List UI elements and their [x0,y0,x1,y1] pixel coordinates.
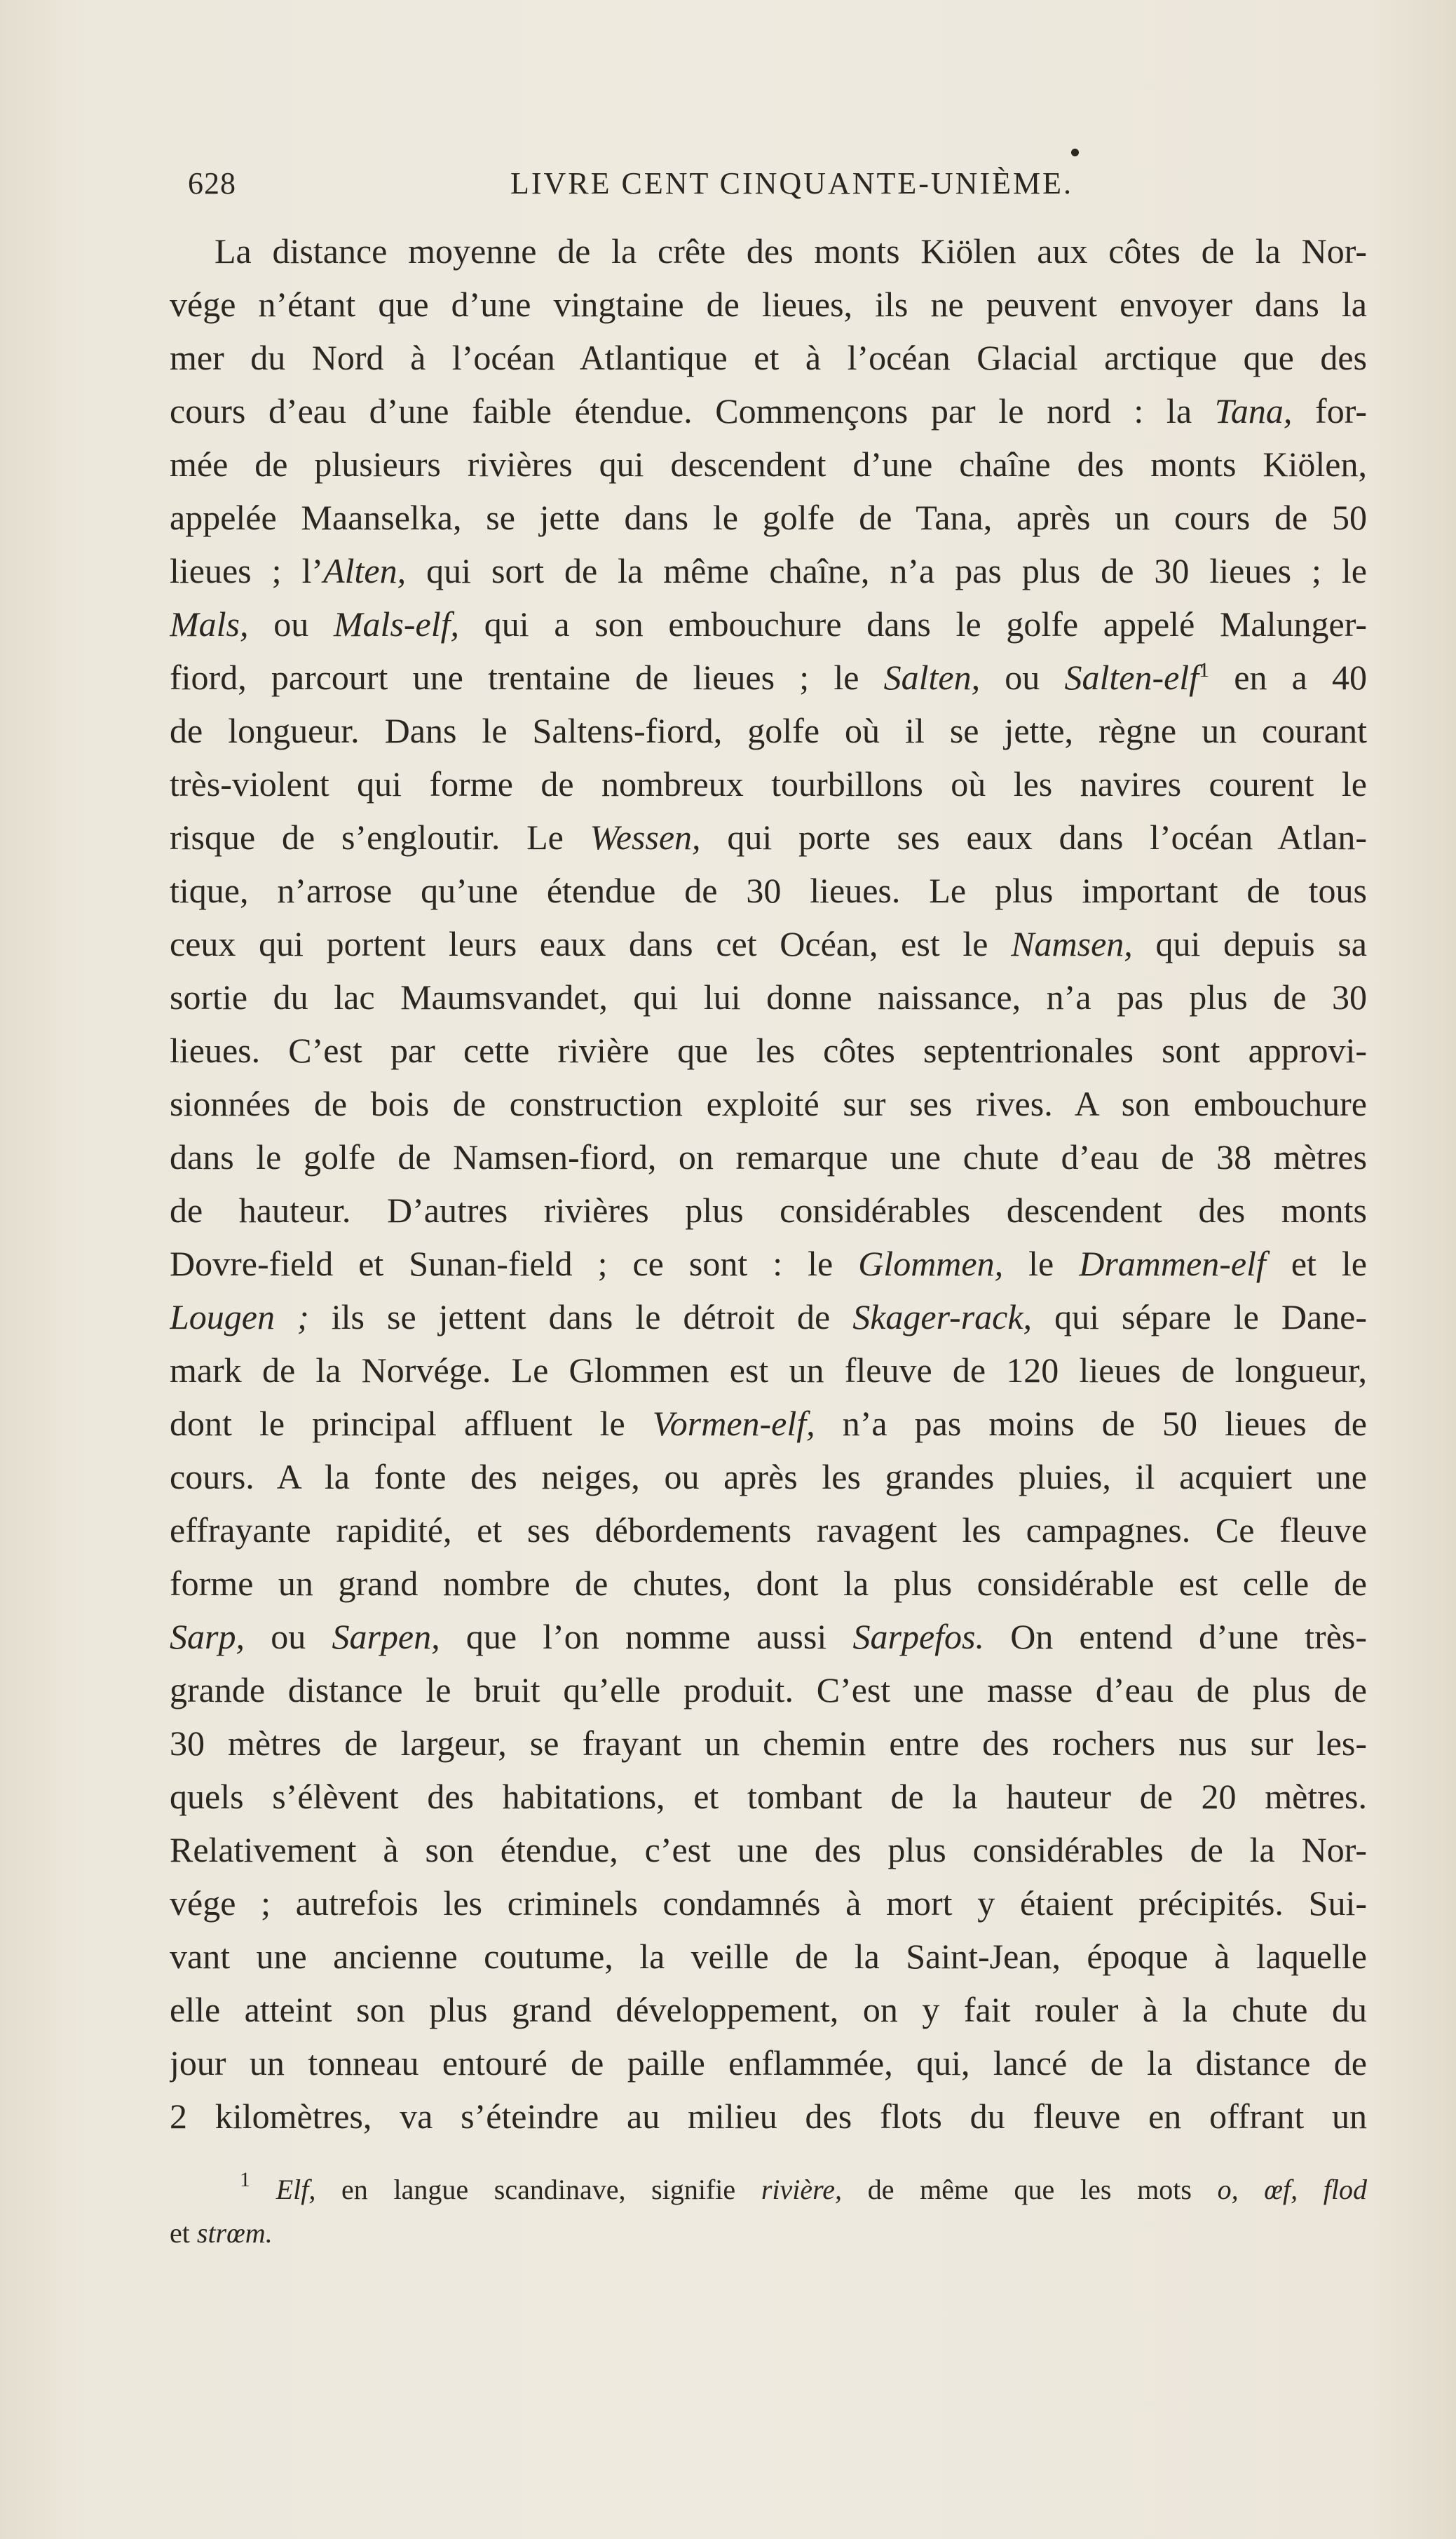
italic-term: Glommen, [858,1244,1004,1283]
footnote-marker: 1 [1199,658,1210,682]
text-line [170,1610,1367,1663]
text-run: très-violent qui forme de nombreux tourbillons où les navires courent le [170,764,1367,804]
text-line [170,917,1367,970]
text-line [170,651,1367,704]
text-run: jour un tonneau entouré de paille enflammée, qui, lancé de la distance de [170,2043,1367,2083]
ink-dot-mark [1071,149,1079,156]
text-run: Relativement à son étendue, c’est une des plus considérables de la Nor- [170,1830,1367,1869]
footnote-line [170,2212,1367,2255]
italic-term: Sarpen, [332,1617,440,1656]
text-line [170,1503,1367,1557]
text-run: ou [244,1617,332,1656]
text-run: mark de la Norvége. Le Glommen est un fleuve de 120 lieues de longueur, [170,1350,1367,1390]
main-text-block [170,224,1367,2143]
text-run: 2 kilomètres, va s’éteindre au milieu des flots du fleuve en offrant un [170,2097,1367,2136]
text-run: ou [980,658,1065,697]
text-run: tique, n’arrose qu’une étendue de 30 lieues. Le plus important de tous [170,871,1367,910]
text-line [170,331,1367,384]
text-line [170,597,1367,651]
text-run: ceux qui portent leurs eaux dans cet Océan, est le [170,924,1012,963]
text-line [170,704,1367,757]
italic-term: Mals-elf, [333,604,460,644]
text-run: vége ; autrefois les criminels condamnés à mort y étaient précipités. Sui- [170,1883,1367,1923]
text-run: cours d’eau d’une faible étendue. Commençons par le nord : la [170,391,1215,431]
text-run: appelée Maanselka, se jette dans le golfe de Tana, après un cours de 50 [170,498,1367,537]
text-line [170,1983,1367,2036]
italic-term: Tana, [1214,391,1293,431]
page-number: 628 [188,166,236,201]
text-line [170,970,1367,1024]
italic-term: Salten-elf [1064,658,1199,697]
text-run: La distance moyenne de la crête des monts Kiölen aux côtes de la Nor- [215,231,1367,271]
text-line [170,1024,1367,1077]
text-run: et le [1265,1244,1367,1283]
text-run: Dovre-field et Sunan-field ; ce sont : le [170,1244,859,1283]
italic-term: Elf, [275,2174,316,2205]
text-run: cours. A la fonte des neiges, ou après les grandes pluies, il acquiert une [170,1457,1367,1496]
text-line [170,2090,1367,2143]
text-run: elle atteint son plus grand développement, on y fait rouler à la chute du [170,1990,1367,2029]
italic-term: Alten, [323,551,407,590]
text-run: mer du Nord à l’océan Atlantique et à l’océan Glacial arctique que des [170,338,1367,377]
text-line [170,1237,1367,1290]
text-line [170,438,1367,491]
text-line [170,1823,1367,1876]
italic-term: Drammen-elf [1079,1244,1266,1283]
text-run: On entend d’une très- [984,1617,1367,1656]
text-line [170,1450,1367,1503]
text-run: en langue scandinave, signifie [315,2174,761,2205]
text-run: vége n’étant que d’une vingtaine de lieues, ils ne peuvent envoyer dans la [170,285,1367,324]
text-line [170,1717,1367,1770]
text-run: dont le principal affluent le [170,1404,653,1443]
text-line [170,1770,1367,1823]
italic-term: o, œf, flod [1217,2174,1367,2205]
italic-term: strœm. [196,2217,273,2249]
italic-term: Mals, [170,604,249,644]
text-run: qui sépare le Dane- [1032,1297,1367,1336]
text-line [170,491,1367,544]
text-line [170,544,1367,597]
text-run: et [170,2217,197,2249]
text-line [170,384,1367,438]
text-run: lieues. C’est par cette rivière que les côtes septentrionales sont approvi- [170,1031,1367,1070]
text-run: quels s’élèvent des habitations, et tombant de la hauteur de 20 mètres. [170,1777,1367,1816]
italic-term: Namsen, [1011,924,1133,963]
text-run: sortie du lac Maumsvandet, qui lui donne naissance, n’a pas plus de 30 [170,977,1367,1017]
text-line [170,1557,1367,1610]
page-header [188,165,1366,208]
text-line [170,2036,1367,2090]
text-run: ou [248,604,334,644]
text-line [170,1663,1367,1717]
text-line [170,1184,1367,1237]
text-line [170,1343,1367,1397]
text-run: qui porte ses eaux dans l’océan Atlan- [700,818,1367,857]
text-line [170,1077,1367,1130]
text-run: dans le golfe de Namsen-fiord, on remarque une chute d’eau de 38 mètres [170,1137,1367,1177]
text-line [170,1397,1367,1450]
text-run: vant une ancienne coutume, la veille de la Saint-Jean, époque à laquelle [170,1937,1367,1976]
text-run: fiord, parcourt une trentaine de lieues ; le [170,658,884,697]
text-line [170,224,1367,278]
text-run: risque de s’engloutir. Le [170,818,590,857]
footnote-line [170,2168,1367,2212]
footnote-block [170,2168,1367,2255]
text-line [170,864,1367,917]
text-run [250,2174,276,2205]
italic-term: Wessen, [590,818,701,857]
text-run: lieues ; l’ [170,551,324,590]
italic-term: Vormen-elf, [652,1404,815,1443]
text-run: effrayante rapidité, et ses débordements ravagent les campagnes. Ce fleuve [170,1510,1367,1550]
text-run: qui depuis sa [1132,924,1367,963]
text-line [170,811,1367,864]
text-line [170,1876,1367,1930]
text-run: forme un grand nombre de chutes, dont la plus considérable est celle de [170,1564,1367,1603]
text-line [170,757,1367,811]
text-run: qui sort de la même chaîne, n’a pas plus de 30 lieues ; le [406,551,1367,590]
text-run: ils se jettent dans le détroit de [308,1297,853,1336]
text-run: le [1003,1244,1080,1283]
italic-term: Sarp, [170,1617,245,1656]
text-run: mée de plusieurs rivières qui descendent d’une chaîne des monts Kiölen, [170,445,1367,484]
text-run: grande distance le bruit qu’elle produit. C’est une masse d’eau de plus de [170,1670,1367,1709]
text-run: sionnées de bois de construction exploité sur ses rives. A son embouchure [170,1084,1367,1123]
text-run: de longueur. Dans le Saltens-fiord, golfe où il se jette, règne un courant [170,711,1367,750]
text-run: n’a pas moins de 50 lieues de [815,1404,1367,1443]
italic-term: Lougen ; [170,1297,309,1336]
text-line [170,278,1367,331]
text-line [170,1130,1367,1184]
text-run: en a 40 [1209,658,1367,697]
italic-term: Salten, [883,658,981,697]
text-run: for- [1292,391,1367,431]
text-run: de hauteur. D’autres rivières plus considérables descendent des monts [170,1191,1367,1230]
text-line [170,1930,1367,1983]
text-run: 30 mètres de largeur, se frayant un chemin entre des rochers nus sur les- [170,1724,1367,1763]
italic-term: rivière, [761,2174,842,2205]
text-run: qui a son embouchure dans le golfe appelé Malunger- [459,604,1367,644]
italic-term: Sarpefos. [852,1617,984,1656]
italic-term: Skager-rack, [852,1297,1033,1336]
text-run: de même que les mots [842,2174,1218,2205]
text-line [170,1290,1367,1343]
running-title: LIVRE CENT CINQUANTE-UNIÈME. [510,166,1073,201]
text-run: que l’on nomme aussi [440,1617,853,1656]
footnote-marker: 1 [240,2168,250,2191]
